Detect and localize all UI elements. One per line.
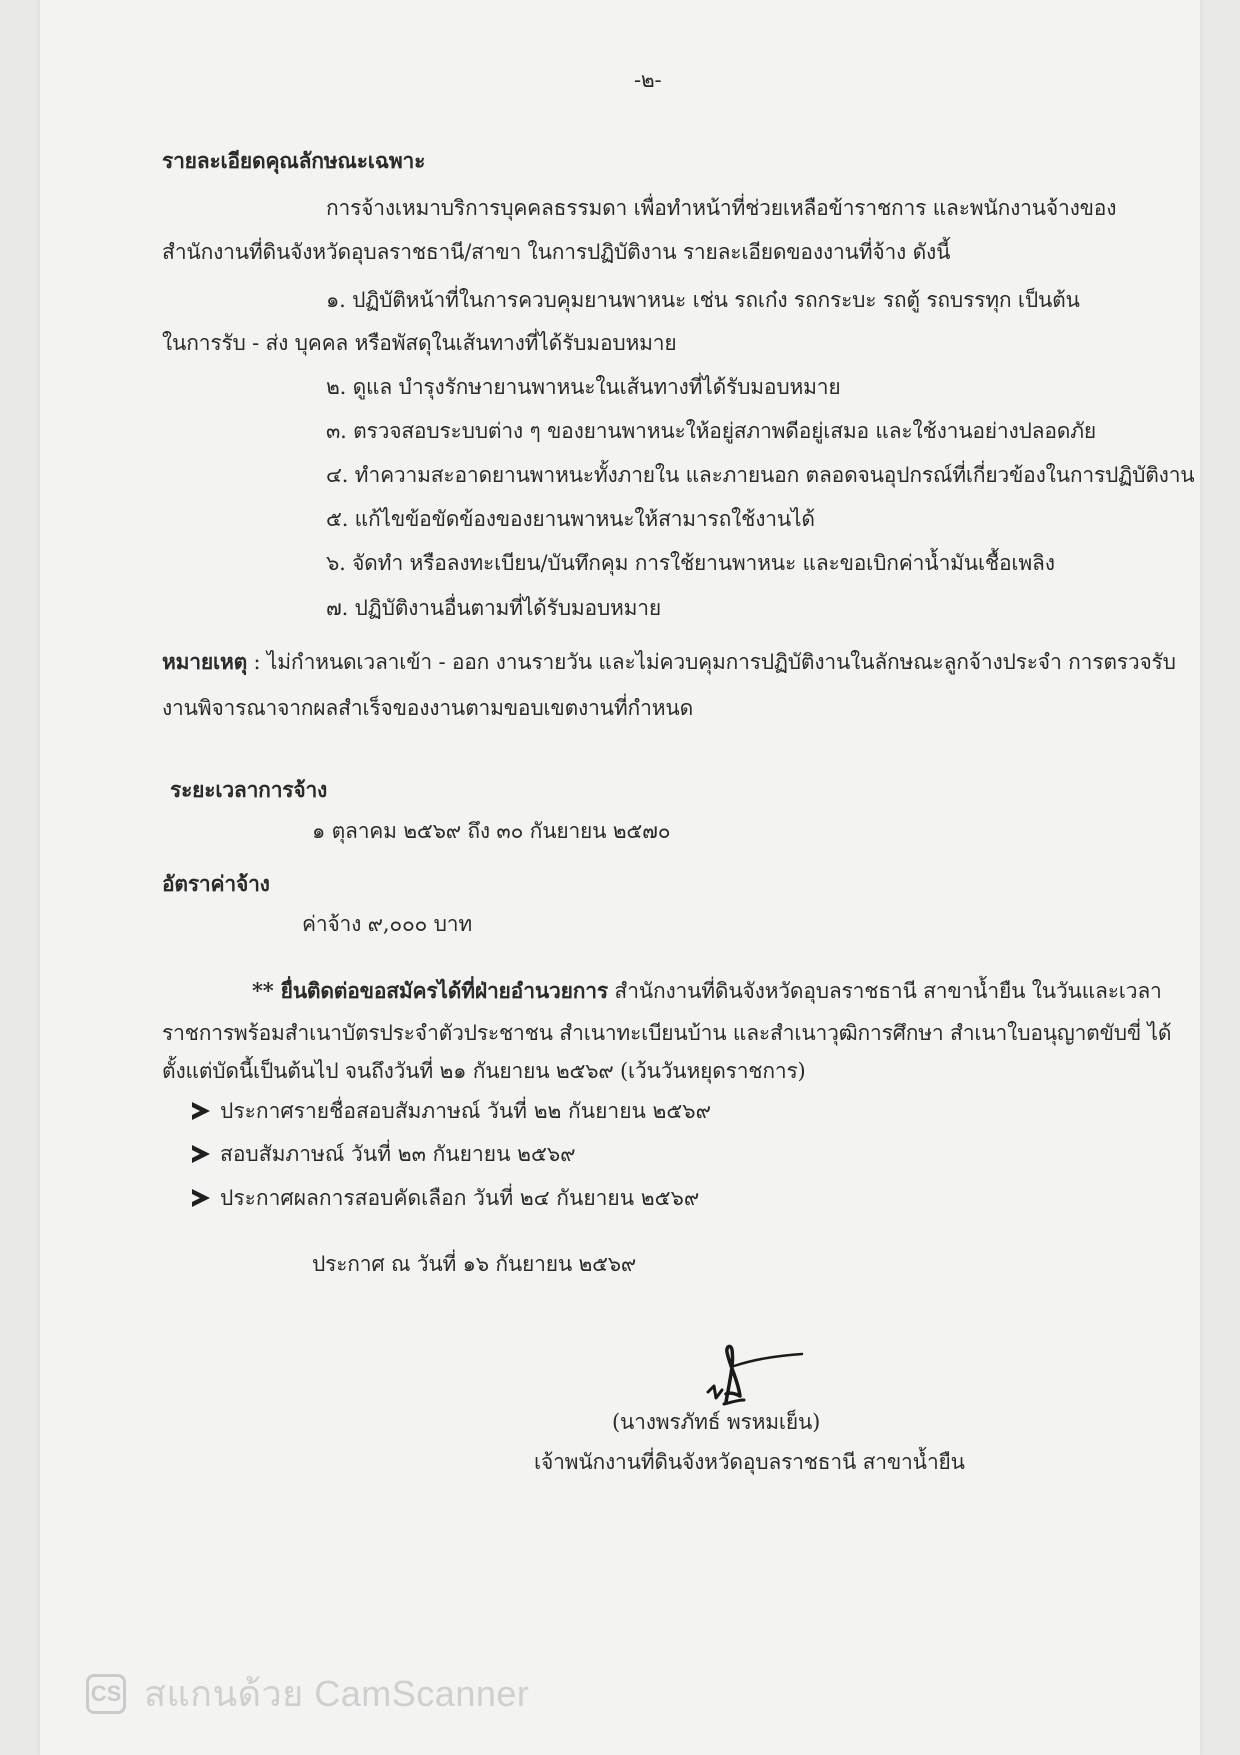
camscanner-watermark xyxy=(86,1665,529,1722)
document-page xyxy=(40,0,1200,1755)
apply-line1 xyxy=(252,977,1162,1005)
camscanner-text: สแกนด้วย CamScanner xyxy=(144,1673,530,1714)
spec-item-6: ๖. จัดทำ หรือลงทะเบียน/บันทึกคุม การใช้ยานพาหนะ และขอเบิกค่าน้ำมันเชื้อเพลิง xyxy=(326,551,1055,575)
rate-value: ค่าจ้าง ๙,๐๐๐ บาท xyxy=(302,912,473,936)
spec-item-4: ๔. ทำความสะอาดยานพาหนะทั้งภายใน และภายนอก ตลอดจนอุปกรณ์ที่เกี่ยวข้องในการปฏิบัติงาน xyxy=(326,463,1195,487)
rate-heading: อัตราค่าจ้าง xyxy=(162,871,270,896)
period-heading: ระยะเวลาการจ้าง xyxy=(170,777,328,802)
note-line1 xyxy=(162,648,1176,676)
period-value: ๑ ตุลาคม ๒๕๖๙ ถึง ๓๐ กันยายน ๒๕๗๐ xyxy=(312,819,671,843)
spec-item-1-continued: ในการรับ - ส่ง บุคคล หรือพัสดุในเส้นทางที่ได้รับมอบหมาย xyxy=(162,331,677,355)
page-number: -๒- xyxy=(634,68,662,92)
spec-heading: รายละเอียดคุณลักษณะเฉพาะ xyxy=(162,148,426,173)
schedule-item-1-text: ประกาศรายชื่อสอบสัมภาษณ์ วันที่ ๒๒ กันยายน ๒๕๖๙ xyxy=(220,1099,711,1123)
signatory-name: (นางพรภัทธ์ พรหมเย็น) xyxy=(612,1410,821,1434)
arrow-bullet-icon xyxy=(192,1102,210,1120)
schedule-item-2 xyxy=(192,1140,576,1168)
note-line2: งานพิจารณาจากผลสำเร็จของงานตามขอบเขตงานที่กำหนด xyxy=(162,696,694,720)
spec-intro-line2: สำนักงานที่ดินจังหวัดอุบลราชธานี/สาขา ในการปฏิบัติงาน รายละเอียดของงานที่จ้าง ดังนี้ xyxy=(162,240,951,264)
spec-item-7: ๗. ปฏิบัติงานอื่นตามที่ได้รับมอบหมาย xyxy=(326,596,661,620)
spec-item-1: ๑. ปฏิบัติหน้าที่ในการควบคุมยานพาหนะ เช่น รถเก๋ง รถกระบะ รถตู้ รถบรรทุก เป็นต้น xyxy=(326,288,1080,312)
schedule-item-1 xyxy=(192,1097,711,1125)
schedule-item-3 xyxy=(192,1184,699,1212)
arrow-bullet-icon xyxy=(192,1189,210,1207)
schedule-item-3-text: ประกาศผลการสอบคัดเลือก วันที่ ๒๔ กันยายน ๒๕๖๙ xyxy=(220,1186,700,1210)
apply-line1-rest: สำนักงานที่ดินจังหวัดอุบลราชธานี สาขาน้ำยืน ในวันและเวลา xyxy=(607,979,1162,1003)
signatory-position: เจ้าพนักงานที่ดินจังหวัดอุบลราชธานี สาขาน้ำยืน xyxy=(534,1450,965,1474)
spec-intro-line1: การจ้างเหมาบริการบุคคลธรรมดา เพื่อทำหน้าที่ช่วยเหลือข้าราชการ และพนักงานจ้างของ xyxy=(326,196,1117,220)
spec-item-5: ๕. แก้ไขข้อขัดข้องของยานพาหนะให้สามารถใช้งานได้ xyxy=(326,507,815,531)
apply-line2: ราชการพร้อมสำเนาบัตรประจำตัวประชาชน สำเนาทะเบียนบ้าน และสำเนาวุฒิการศึกษา สำเนาใบอนุญาตขับขี่ ได้ xyxy=(162,1021,1172,1045)
arrow-bullet-icon xyxy=(192,1145,210,1163)
apply-line3: ตั้งแต่บัดนี้เป็นต้นไป จนถึงวันที่ ๒๑ กันยายน ๒๕๖๙ (เว้นวันหยุดราชการ) xyxy=(162,1059,806,1083)
note-label: หมายเหตุ xyxy=(162,649,248,674)
camscanner-logo-icon: CS xyxy=(86,1674,126,1714)
spec-item-3: ๓. ตรวจสอบระบบต่าง ๆ ของยานพาหนะให้อยู่สภาพดีอยู่เสมอ และใช้งานอย่างปลอดภัย xyxy=(326,419,1096,443)
signature-icon xyxy=(702,1320,812,1412)
apply-bold: ** ยื่นติดต่อขอสมัครได้ที่ฝ่ายอำนวยการ xyxy=(252,978,608,1003)
schedule-item-2-text: สอบสัมภาษณ์ วันที่ ๒๓ กันยายน ๒๕๖๙ xyxy=(220,1142,576,1166)
spec-item-2: ๒. ดูแล บำรุงรักษายานพาหนะในเส้นทางที่ได้รับมอบหมาย xyxy=(326,375,841,399)
announce-date: ประกาศ ณ วันที่ ๑๖ กันยายน ๒๕๖๙ xyxy=(312,1252,637,1276)
note-text: : ไม่กำหนดเวลาเข้า - ออก งานรายวัน และไม่ควบคุมการปฏิบัติงานในลักษณะลูกจ้างประจำ การตรวจรับ xyxy=(247,650,1176,674)
